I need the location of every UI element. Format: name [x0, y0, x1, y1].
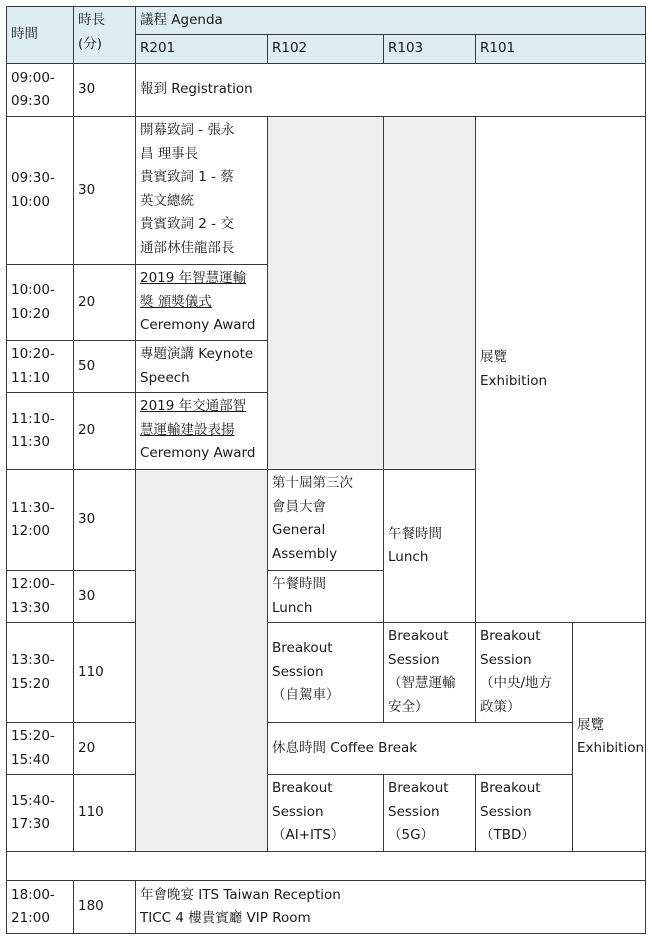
session-general-assembly: 第十屆第三次 會員大會 General Assembly — [267, 469, 384, 571]
session-reception: 年會晚宴 ITS Taiwan Reception TICC 4 樓貴賓廳 VIP Room — [135, 880, 646, 934]
time-cell: 12:00- 13:30 — [6, 570, 74, 623]
time-cell: 11:10- 11:30 — [6, 392, 74, 470]
duration-cell: 30 — [73, 570, 136, 623]
session-lunch-r103: 午餐時間 Lunch — [383, 469, 476, 623]
header-room-r102 — [267, 34, 384, 64]
time-cell: 18:00- 21:00 — [6, 880, 74, 934]
duration-cell: 110 — [73, 622, 136, 723]
header-time — [6, 6, 74, 64]
r201-empty-block — [135, 469, 268, 852]
header-room-r101 — [475, 34, 646, 64]
room-label: R103 — [388, 40, 424, 57]
time-cell: 13:30- 15:20 — [6, 622, 74, 723]
header-time-label: 時間 — [11, 26, 38, 43]
room-label: R102 — [272, 40, 308, 57]
award-2-title: 2019 年交通部智 慧運輸建設表揚 — [140, 398, 247, 438]
session-breakout-self-driving: Breakout Session （自駕車） — [267, 622, 384, 723]
duration-cell: 20 — [73, 264, 136, 341]
header-room-r201 — [135, 34, 268, 64]
session-exhibition-r101: 展覽 Exhibition — [475, 116, 646, 623]
session-coffee-break: 休息時間 Coffee Break — [267, 722, 573, 775]
r102-empty-block — [267, 116, 384, 470]
award-2-en: Ceremony Award — [140, 445, 256, 461]
time-cell: 11:30- 12:00 — [6, 469, 74, 571]
time-cell: 15:40- 17:30 — [6, 774, 74, 852]
award-1-en: Ceremony Award — [140, 317, 256, 333]
duration-cell: 30 — [73, 469, 136, 571]
session-breakout-central-local: Breakout Session （中央/地方 政策） — [475, 622, 573, 723]
session-breakout-tbd: Breakout Session （TBD） — [475, 774, 573, 852]
header-room-r103 — [383, 34, 476, 64]
session-keynote: 專題演講 Keynote Speech — [135, 340, 268, 393]
duration-cell: 30 — [73, 63, 136, 117]
session-registration: 報到 Registration — [135, 63, 646, 117]
room-label: R101 — [480, 40, 516, 57]
time-cell: 09:30- 10:00 — [6, 116, 74, 265]
time-cell: 15:20- 15:40 — [6, 722, 74, 775]
spacer-row — [6, 851, 646, 881]
header-agenda — [135, 6, 646, 35]
session-exhibition-right: 展覽 Exhibition — [572, 622, 646, 852]
session-breakout-ai-its: Breakout Session （AI+ITS） — [267, 774, 384, 852]
duration-cell: 30 — [73, 116, 136, 265]
award-1-title: 2019 年智慧運輸 獎 頒獎儀式 — [140, 270, 247, 310]
session-opening: 開幕致詞 - 張永 昌 理事長 貴賓致詞 1 - 蔡 英文總統 貴賓致詞 2 - 交 通部林佳龍部長 — [135, 116, 268, 265]
r103-empty-block — [383, 116, 476, 470]
duration-cell: 20 — [73, 392, 136, 470]
header-agenda-label: 議程 Agenda — [140, 11, 223, 28]
session-breakout-5g: Breakout Session （5G） — [383, 774, 476, 852]
duration-cell: 110 — [73, 774, 136, 852]
header-duration-label: 時長 (分) — [78, 12, 105, 52]
duration-cell: 180 — [73, 880, 136, 934]
session-lunch-r102: 午餐時間 Lunch — [267, 570, 384, 623]
duration-cell: 50 — [73, 340, 136, 393]
time-cell: 10:20- 11:10 — [6, 340, 74, 393]
duration-cell: 20 — [73, 722, 136, 775]
session-breakout-smart-safety: Breakout Session （智慧運輸 安全） — [383, 622, 476, 723]
session-award-2 — [135, 392, 268, 470]
time-cell: 09:00- 09:30 — [6, 63, 74, 117]
header-duration — [73, 6, 136, 64]
time-cell: 10:00- 10:20 — [6, 264, 74, 341]
room-label: R201 — [140, 40, 176, 57]
session-award-1 — [135, 264, 268, 341]
